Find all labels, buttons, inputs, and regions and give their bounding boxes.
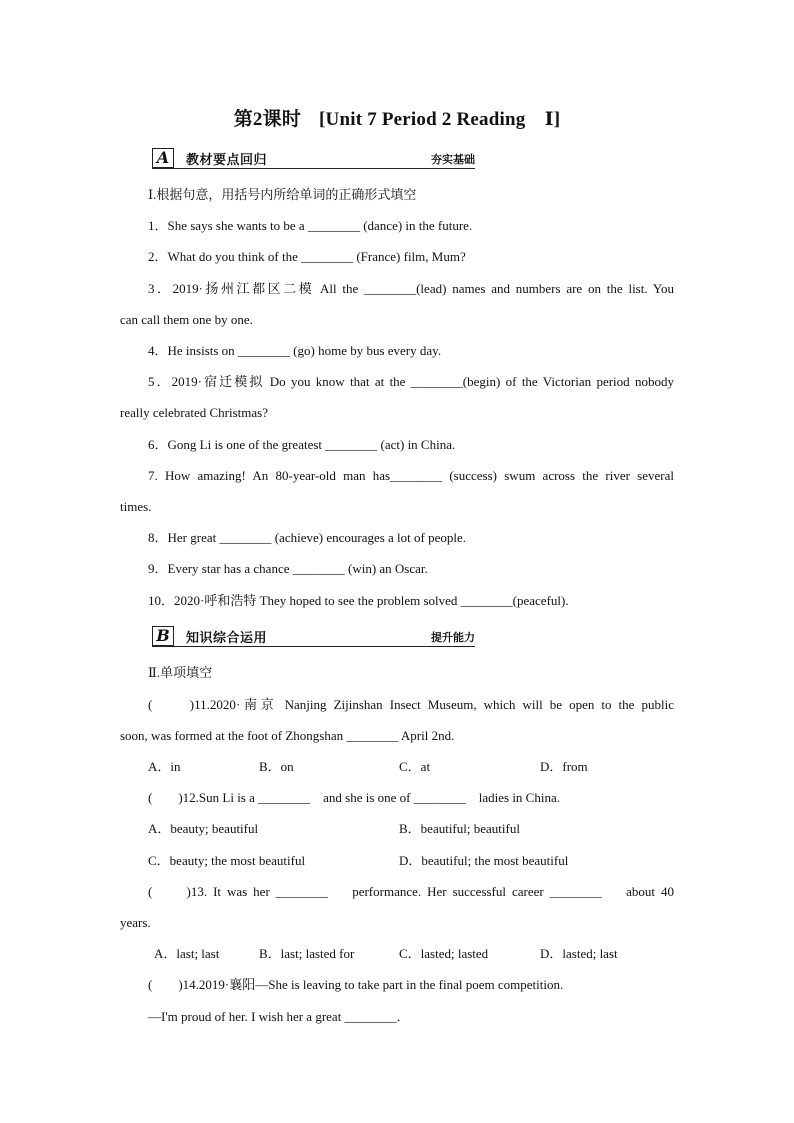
option-c: C．beauty; the most beautiful [148, 853, 306, 868]
exercise-item: 6．Gong Li is one of the greatest ________ (act) in China. [148, 437, 456, 452]
option-d: D．from [540, 759, 588, 774]
unit-label: [Unit 7 Period 2 Reading Ⅰ] [319, 109, 561, 130]
option-c: C．lasted; lasted [399, 946, 489, 961]
section-b-tag: 提升能力 [431, 631, 475, 644]
exercise-item: 3．2019·扬州江都区二模 All the ________(lead) names and numbers are on the list. You [148, 281, 674, 296]
option-a: A．in [148, 759, 181, 774]
exercise-item: 7. How amazing! An 80-year-old man has________ (success) swum across the river several [148, 468, 674, 483]
section-b-header [152, 626, 475, 647]
section-a-badge: A [152, 148, 174, 168]
question-14-line2: —I'm proud of her. I wish her a great ________． [148, 1009, 410, 1024]
lesson-label: 第2课时 [233, 109, 302, 130]
exercise-item-continued: times. [120, 499, 152, 514]
exercise-item-continued: really celebrated Christmas? [120, 405, 268, 420]
exercise-item: 2．What do you think of the ________ (France) film, Mum? [148, 249, 466, 264]
section-b-title: 知识综合运用 [186, 631, 268, 646]
option-a: A．last; last [154, 946, 220, 961]
option-b: B．beautiful; beautiful [399, 821, 520, 836]
exercise-item: 9．Every star has a chance ________ (win) an Oscar. [148, 561, 428, 576]
question-11-line1: ( )11.2020·南京 Nanjing Zijinshan Insect Museum, which will be open to the public [148, 697, 674, 712]
section-a-tag: 夯实基础 [431, 153, 475, 166]
option-b: B．last; lasted for [259, 946, 355, 961]
exercise-item: 8．Her great ________ (achieve) encourages a lot of people. [148, 530, 467, 545]
exercise-item: 4．He insists on ________ (go) home by bus every day. [148, 343, 442, 358]
option-b: B．on [259, 759, 294, 774]
option-d: D．beautiful; the most beautiful [399, 853, 569, 868]
question-13-line1: ( )13. It was her ________ performance. Her successful career ________ about 40 [148, 884, 674, 899]
option-c: C．at [399, 759, 431, 774]
part2-heading: Ⅱ.单项填空 [148, 665, 213, 680]
section-a-header [152, 148, 475, 169]
question-12-line1: ( )12.Sun Li is a ________ and she is one of ________ ladies in China. [148, 790, 560, 805]
option-a: A．beauty; beautiful [148, 821, 259, 836]
part1-heading: Ⅰ.根据句意，用括号内所给单词的正确形式填空 [148, 187, 417, 202]
exercise-item: 5．2019·宿迁模拟 Do you know that at the ________(begin) of the Victorian period nobody [148, 374, 674, 389]
section-b-badge: B [152, 626, 174, 646]
section-a-title: 教材要点回归 [186, 153, 268, 168]
question-11-line2: soon, was formed at the foot of Zhongshan ________ April 2nd. [120, 728, 455, 743]
exercise-item-continued: can call them one by one. [120, 312, 253, 327]
question-13-line2: years. [120, 915, 151, 930]
option-d: D．lasted; last [540, 946, 618, 961]
question-14-line1: ( )14.2019·襄阳—She is leaving to take part in the final poem competition. [148, 977, 564, 992]
exercise-item: 1．She says she wants to be a ________ (dance) in the future. [148, 218, 473, 233]
exercise-item: 10．2020·呼和浩特 They hoped to see the problem solved ________(peaceful). [148, 593, 569, 608]
page-title [0, 104, 794, 131]
